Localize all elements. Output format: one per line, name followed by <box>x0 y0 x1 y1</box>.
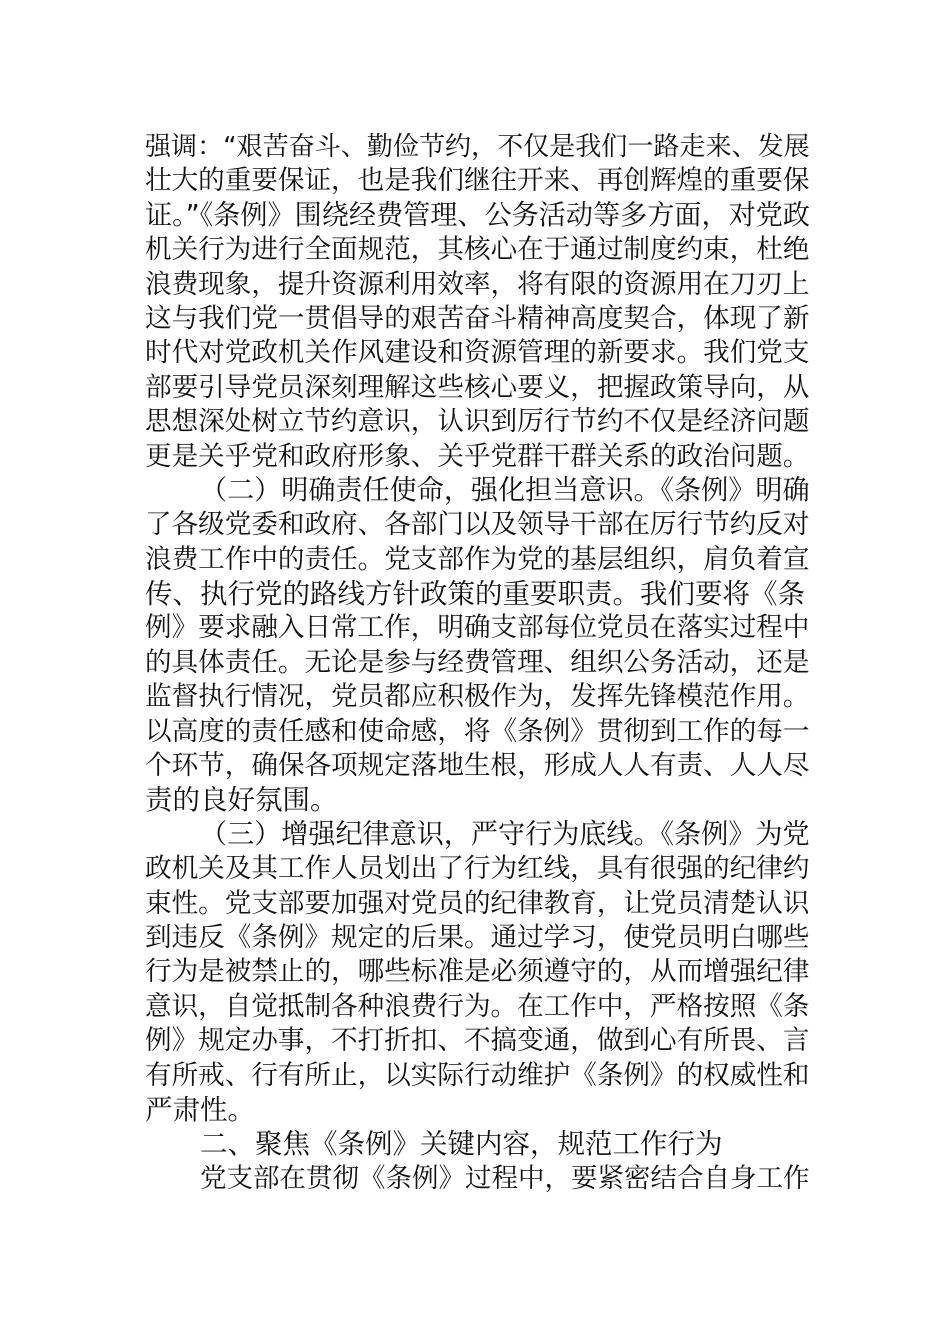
text-line: 行为是被禁止的，哪些标准是必须遵守的，从而增强纪律 <box>145 956 810 988</box>
text-line: 了各级党委和政府、各部门以及领导干部在厉行节约反对 <box>145 509 810 541</box>
text-line: 的具体责任。无论是参与经费管理、组织公务活动，还是 <box>145 646 810 678</box>
section-heading: 二、聚焦《条例》关键内容，规范工作行为 <box>200 1128 723 1161</box>
text-line: 有所戒、行有所止，以实际行动维护《条例》的权威性和 <box>145 1059 810 1091</box>
text-line: 个环节，确保各项规定落地生根，形成人人有责、人人尽 <box>145 750 810 782</box>
text-line: 监督执行情况，党员都应积极作为，发挥先锋模范作用。 <box>145 681 810 713</box>
text-line: 时代对党政机关作风建设和资源管理的新要求。我们党支 <box>145 337 810 369</box>
text-line: 严肃性。 <box>145 1093 255 1126</box>
text-line: 意识，自觉抵制各种浪费行为。在工作中，严格按照《条 <box>145 990 810 1022</box>
text-line: 责的良好氛围。 <box>145 784 338 817</box>
paragraph-first-line: 党支部在贯彻《条例》过程中，要紧密结合自身工作 <box>200 1162 810 1194</box>
section-two-first-line: （二）明确责任使命，强化担当意识。《条例》明确 <box>200 474 810 506</box>
text-line: 更是关乎党和政府形象、关乎党群干群关系的政治问题。 <box>145 440 810 472</box>
text-line: 传、执行党的路线方针政策的重要职责。我们要将《条 <box>145 578 805 611</box>
text-line: 浪费工作中的责任。党支部作为党的基层组织，肩负着宣 <box>145 543 810 575</box>
text-line: 强调：“艰苦奋斗、勤俭节约，不仅是我们一路走来、发展 <box>145 132 810 162</box>
text-line: 部要引导党员深刻理解这些核心要义，把握政策导向，从 <box>145 371 810 403</box>
section-three-first-line: （三）增强纪律意识，严守行为底线。《条例》为党 <box>200 818 810 850</box>
text-line: 壮大的重要保证，也是我们继往开来、再创辉煌的重要保 <box>145 165 810 197</box>
text-line: 以高度的责任感和使命感，将《条例》贯彻到工作的每一 <box>145 715 810 747</box>
text-line: 思想深处树立节约意识，认识到厉行节约不仅是经济问题 <box>145 406 810 438</box>
text-line: 浪费现象，提升资源利用效率，将有限的资源用在刀刃上 <box>145 268 810 300</box>
text-line: 到违反《条例》规定的后果。通过学习，使党员明白哪些 <box>145 921 810 953</box>
text-line: 这与我们党一贯倡导的艰苦奋斗精神高度契合，体现了新 <box>145 302 810 334</box>
text-line: 例》要求融入日常工作，明确支部每位党员在落实过程中 <box>145 612 810 644</box>
text-line: 证。”《条例》围绕经费管理、公务活动等多方面，对党政 <box>145 199 811 231</box>
text-line: 机关行为进行全面规范，其核心在于通过制度约束，杜绝 <box>145 234 810 266</box>
text-line: 政机关及其工作人员划出了行为红线，具有很强的纪律约 <box>145 853 810 885</box>
text-line: 例》规定办事，不打折扣、不搞变通，做到心有所畏、言 <box>145 1025 810 1057</box>
text-line: 束性。党支部要加强对党员的纪律教育，让党员清楚认识 <box>145 887 810 919</box>
document-body <box>145 130 810 1196</box>
